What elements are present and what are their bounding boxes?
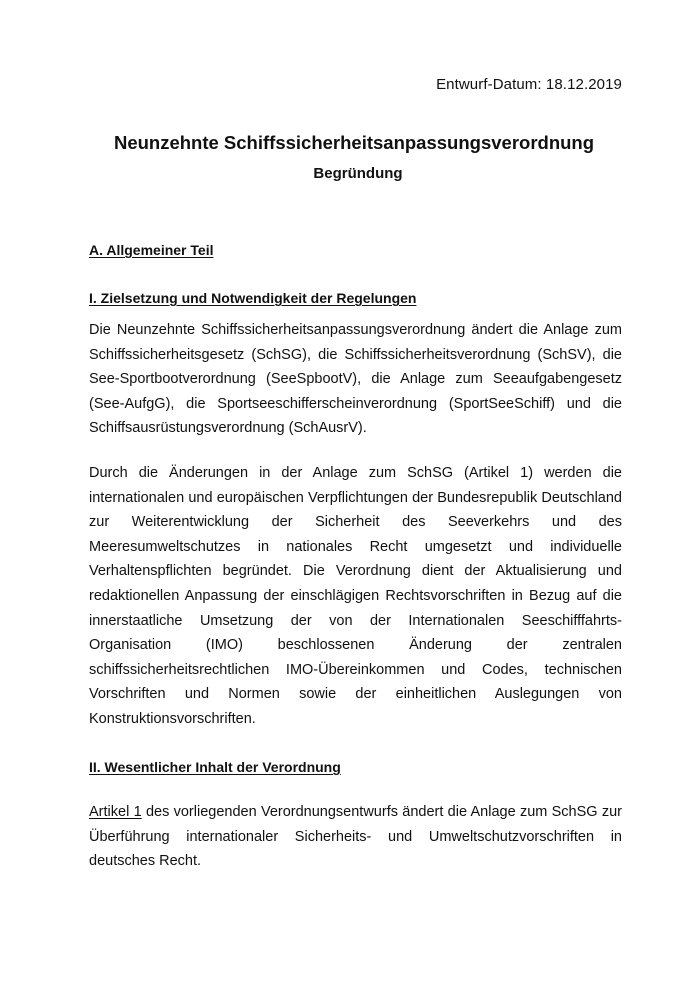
section-2-heading: II. Wesentlicher Inhalt der Verordnung (89, 759, 341, 775)
document-subtitle: Begründung (313, 165, 403, 182)
draft-date: Entwurf-Datum: 18.12.2019 (436, 76, 622, 93)
document-title: Neunzehnte Schiffssicherheitsanpassungsverordnung (113, 132, 595, 153)
section-1-heading: I. Zielsetzung und Notwendigkeit der Regelungen (89, 290, 417, 306)
article-1-reference: Artikel 1 (89, 804, 142, 820)
paragraph-content-text: des vorliegenden Verordnungsentwurfs ändert die Anlage zum SchSG zur Überführung internationaler Sicherheits- und Umweltschutzvorschriften in deutsches Recht. (89, 804, 623, 870)
paragraph-content (89, 800, 622, 874)
paragraph-changes: Durch die Änderungen in der Anlage zum SchSG (Artikel 1) werden die internationalen und europäischen Verpflichtungen der Bundesrepublik Deutschland zur Weiterentwicklung der Sicherheit des Seeverkehrs und des Meeresumweltschutzes in nationales Recht umgesetzt und individuelle Verhaltenspflichten begründet. Die Verordnung dient der Aktualisierung und redaktionellen Anpassung der einschlägigen Rechtsvorschriften in Bezug auf die innerstaatliche Umsetzung der von der Internationalen Seeschifffahrts-Organisation (IMO) beschlossenen Änderung der zentralen schiffssicherheitsrechtlichen IMO-Übereinkommen und Codes, technischen Vorschriften und Normen sowie der einheitlichen Auslegungen von Konstruktionsvorschriften. (89, 465, 622, 727)
paragraph-objectives: Die Neunzehnte Schiffssicherheitsanpassungsverordnung ändert die Anlage zum Schiffssicherheitsgesetz (SchSG), die Schiffssicherheitsverordnung (SchSV), die See-Sportbootverordnung (SeeSpbootV), die Anlage zum Seeaufgabengesetz (See-AufgG), die Sportseeschifferscheinverordnung (SportSeeSchiff) und die Schiffsausrüstungsverordnung (SchAusrV). (89, 322, 622, 437)
section-a-heading: A. Allgemeiner Teil (89, 242, 214, 258)
